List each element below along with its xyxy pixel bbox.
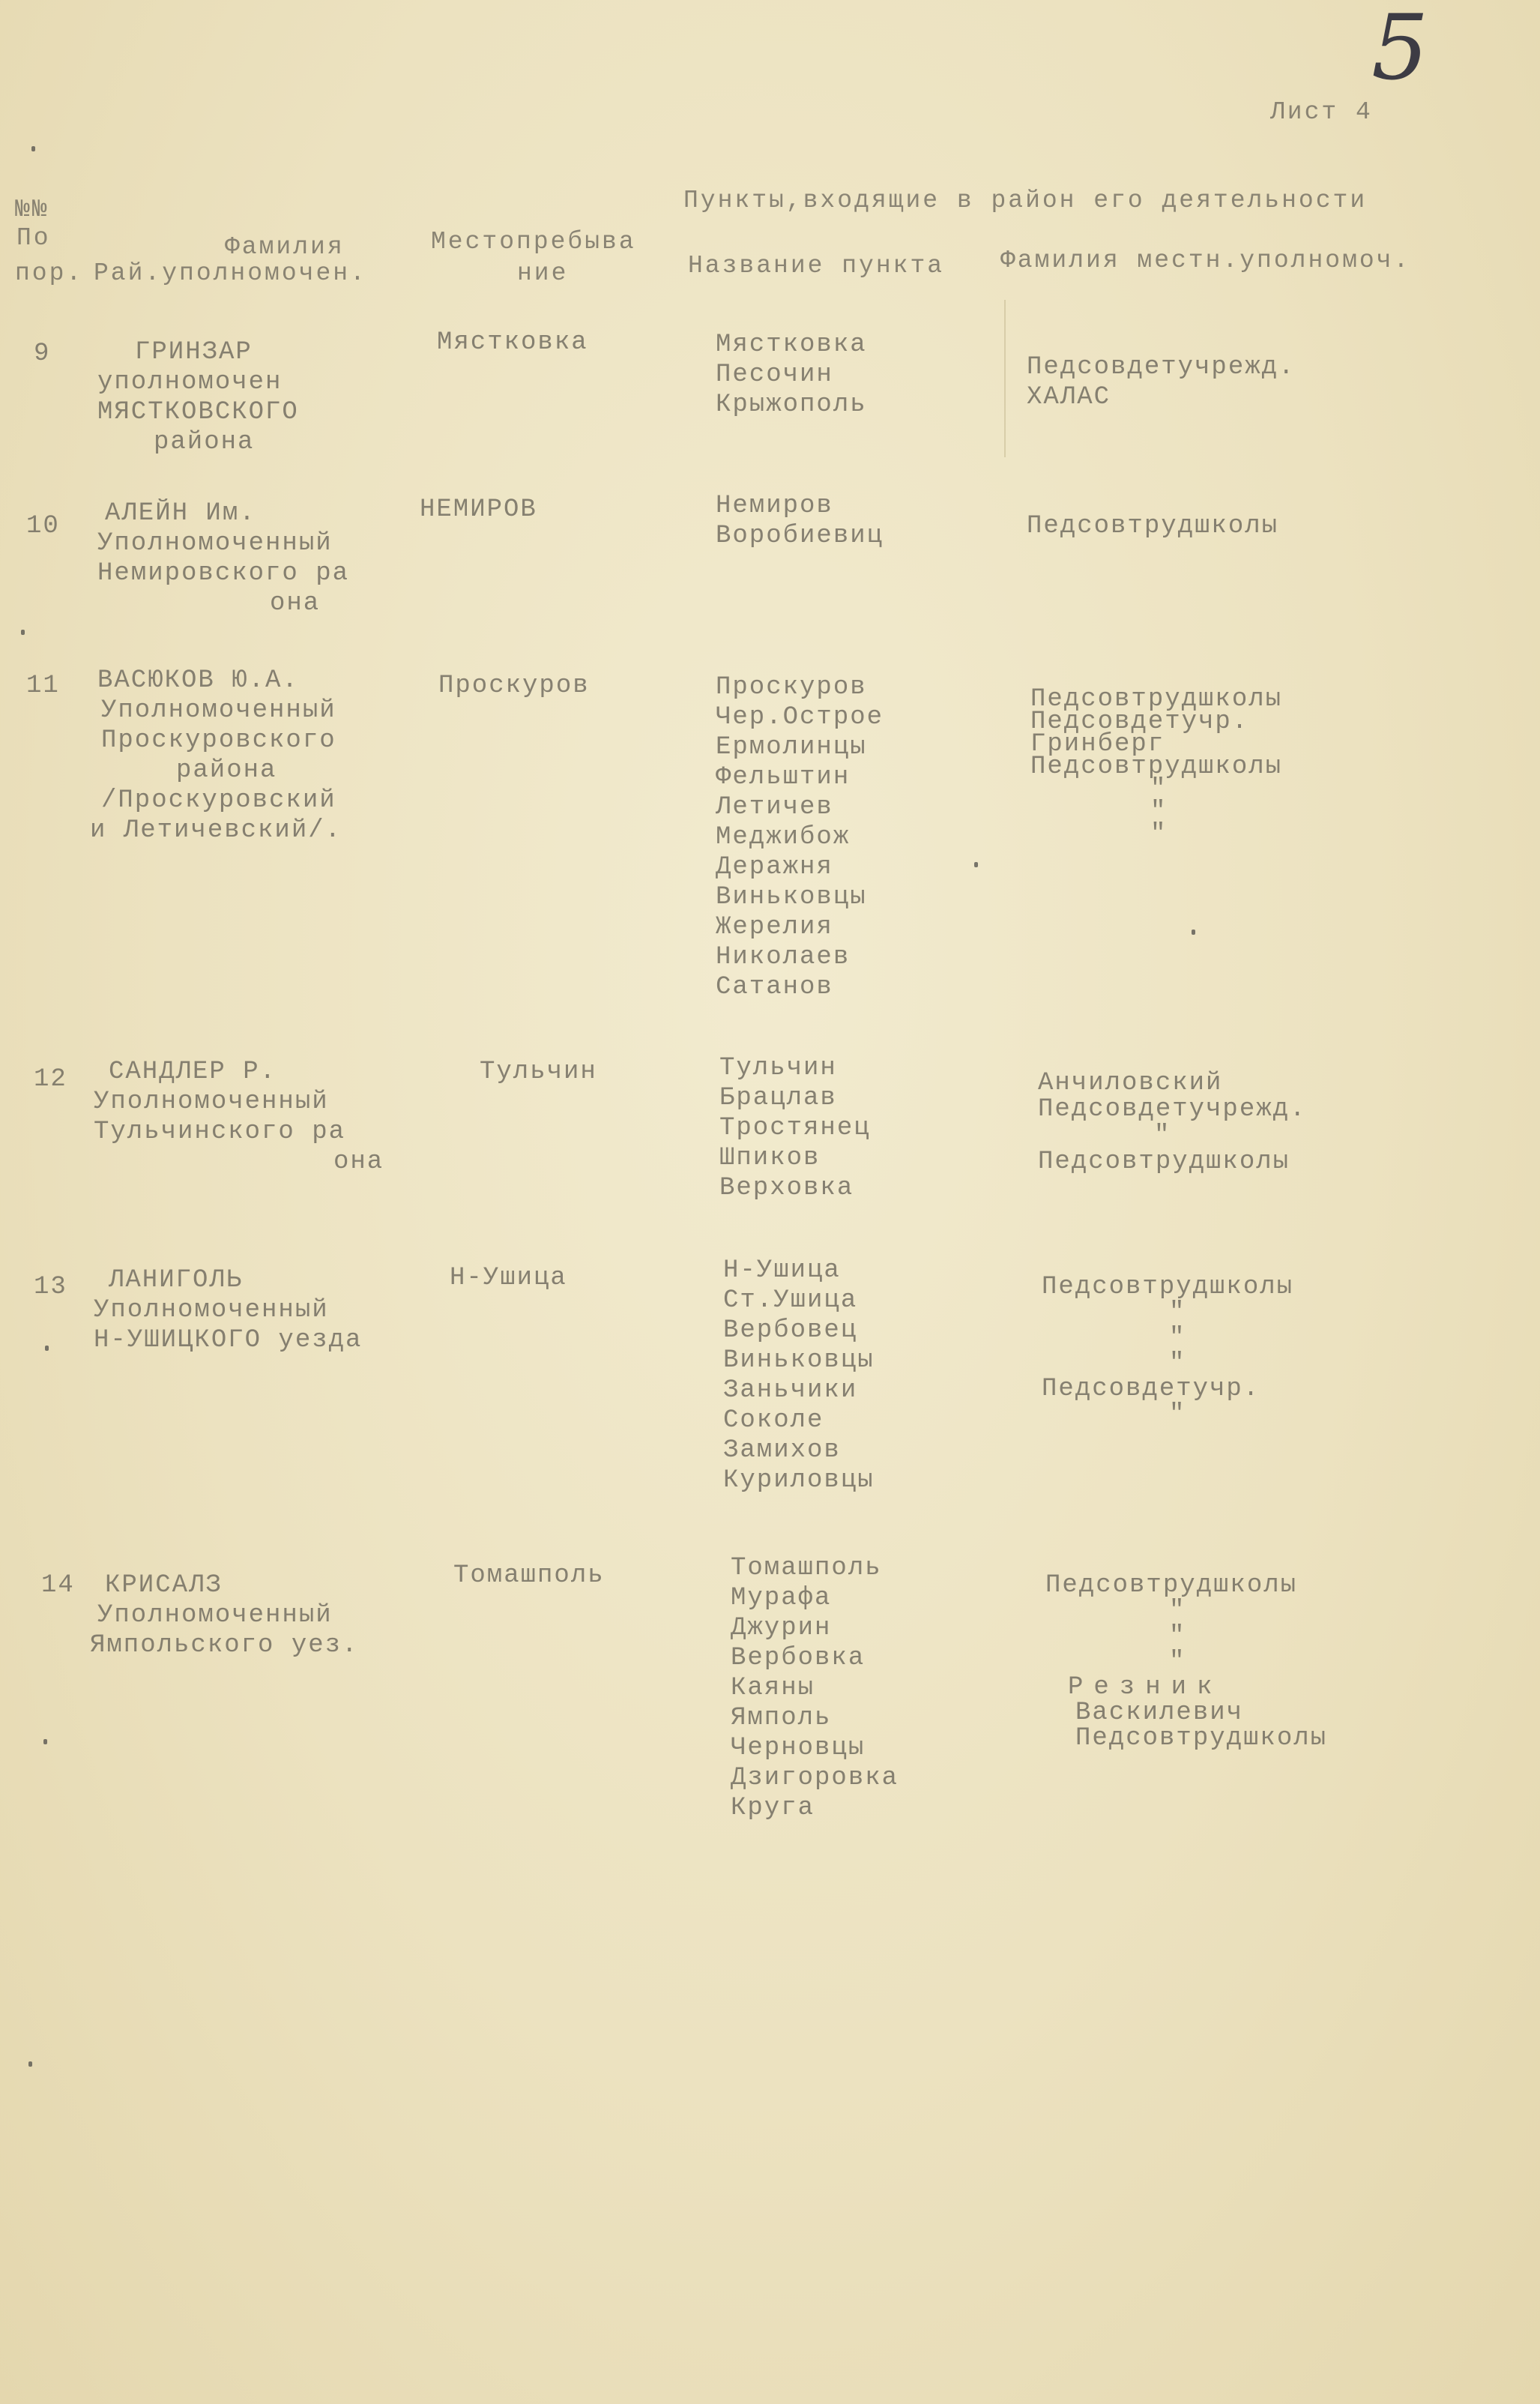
name-line: ВАСЮКОВ Ю.А. [97,666,299,695]
entry-number: 9 [34,340,51,368]
margin-ink-mark [974,862,978,867]
point-item: Мястковка [716,331,867,359]
ditto-mark: " [1150,775,1168,804]
point-item: Виньковцы [716,883,867,912]
entry-number: 13 [34,1273,67,1301]
local-item: Педсовтрудшколы [1030,685,1283,714]
margin-ink-mark [21,630,25,635]
point-item: Заньчики [723,1376,858,1405]
point-item: Шпиков [719,1144,821,1172]
header-place-bottom: ние [517,259,569,287]
entry-local: Педсовтрудшколы [1027,512,1279,540]
point-item: Томашполь [731,1554,882,1582]
entry-place: НЕМИРОВ [420,495,537,524]
ditto-mark: " [1169,1597,1186,1625]
entry-place: Тульчин [480,1058,597,1086]
entry-number: 14 [41,1571,75,1600]
name-line: МЯСТКОВСКОГО [97,398,299,427]
entry-number: 10 [26,512,60,540]
point-item: Фельштин [716,763,851,792]
entry-points [716,672,884,1002]
entry-local [1027,352,1295,412]
header-no-top: №№ [15,196,49,223]
point-item: Крыжополь [716,391,867,419]
local-item: Педсовдетучр. [1042,1375,1260,1403]
entry-points [719,1053,871,1203]
point-item: Ермолинцы [716,733,867,762]
entry-points [716,330,867,420]
margin-ink-mark [31,146,35,151]
name-line: Тульчинского ра [94,1118,346,1146]
local-item: Педсовдетучрежд. [1027,353,1296,382]
entry-name [94,1265,362,1355]
header-local: Фамилия местн.уполномоч. [1000,247,1411,274]
entry-place: Томашполь [453,1561,605,1590]
point-item: Тульчин [719,1054,837,1082]
header-place-top: Местопребыва [431,228,636,256]
name-line: Проскуровского [101,726,336,755]
local-item: Анчиловский [1038,1069,1223,1097]
point-item: Виньковцы [723,1346,875,1375]
ditto-mark: " [1154,1121,1171,1150]
entry-number: 11 [26,672,60,700]
entry-place: Мястковка [437,328,588,357]
header-no: По [16,224,51,252]
entry-local [1042,1274,1293,1427]
name-line: Уполномоченный [97,1601,333,1630]
entry-local [1030,685,1283,849]
name-line: Н-УШИЦКОГО уезда [94,1326,363,1355]
point-item: Замихов [723,1436,841,1465]
point-item: Ст.Ушица [723,1286,858,1315]
name-line: САНДЛЕР Р. [109,1058,277,1086]
entry-name [90,666,342,846]
header-name-bottom: Рай.уполномочен. [94,259,367,287]
ditto-mark: " [1169,1324,1186,1352]
name-line: ГРИНЗАР [135,338,253,367]
point-item: Воробиевиц [716,522,884,550]
local-item: ХАЛАС [1027,383,1111,412]
header-no-bottom: пор. [15,259,84,287]
name-line: /Проскуровский [101,786,336,815]
column-divider [1004,300,1006,457]
header-name-top: Фамилия [225,233,345,261]
entry-place: Н-Ушица [450,1264,567,1292]
header-points-group: Пункты,входящие в район его деятельности [683,187,1368,214]
margin-ink-mark [1192,930,1195,935]
entry-name [97,337,299,457]
entry-name [97,498,349,618]
margin-ink-mark [45,1346,49,1351]
name-line: района [176,756,277,785]
entry-name [82,1570,358,1660]
point-item: Песочин [716,361,833,389]
point-item: Вербовец [723,1316,858,1345]
name-line: она [270,589,321,618]
point-item: Верховка [719,1174,854,1202]
name-line: и Летичевский/. [90,816,342,845]
local-item: Педсовтрудшколы [1075,1724,1328,1753]
name-line: Уполномоченный [101,696,336,725]
point-item: Проскуров [716,673,867,702]
point-item: Сатанов [716,973,833,1001]
local-item: Васкилевич [1075,1699,1244,1727]
ditto-mark: " [1150,820,1168,849]
name-line: Ямпольского уез. [90,1631,359,1660]
ditto-mark: " [1169,1622,1186,1651]
point-item: Ямполь [731,1704,832,1732]
point-item: Летичев [716,793,833,822]
margin-ink-mark [43,1739,47,1744]
local-item: Педсовдетучр. [1030,708,1249,736]
handwritten-page-number: 5 [1371,0,1429,100]
margin-ink-mark [28,2061,32,2067]
entry-points [716,491,884,551]
point-item: Круга [731,1794,815,1822]
point-item: Соколе [723,1406,824,1435]
point-item: Чер.Острое [716,703,884,732]
local-item: Педсовтрудшколы [1030,753,1283,781]
ditto-mark: " [1169,1298,1186,1327]
name-line: ЛАНИГОЛЬ [109,1266,244,1295]
entry-name [94,1057,384,1177]
point-item: Меджибож [716,823,851,852]
entry-place: Проскуров [438,672,590,700]
ditto-mark: " [1169,1349,1186,1378]
name-line: Уполномоченный [94,1296,329,1325]
sheet-label: Лист 4 [1270,98,1373,126]
point-item: Брацлав [719,1084,837,1112]
header-points: Название пункта [688,252,945,280]
ditto-mark: " [1169,1400,1186,1429]
name-line: КРИСАЛЗ [105,1571,223,1600]
name-line: она [333,1148,384,1176]
point-item: Дзигоровка [731,1764,899,1792]
point-item: Николаев [716,943,851,971]
local-item: Педсовтрудшколы [1042,1273,1294,1301]
point-item: Мурафа [731,1584,832,1612]
point-item: Каяны [731,1674,815,1702]
entry-points [723,1256,875,1495]
name-line: Уполномоченный [97,529,333,558]
entry-local [1038,1070,1306,1175]
entry-number: 12 [34,1065,67,1094]
entry-points [731,1553,899,1823]
entry-local [1045,1573,1327,1751]
local-item: Педсовдетучрежд. [1038,1095,1307,1124]
point-item: Куриловцы [723,1466,875,1495]
ditto-mark: " [1150,798,1168,826]
name-line: Уполномоченный [94,1088,329,1116]
point-item: Вербовка [731,1644,866,1672]
point-item: Деражня [716,853,833,882]
name-line: района [154,428,255,457]
point-item: Н-Ушица [723,1256,841,1285]
point-item: Жерелия [716,913,833,942]
point-item: Черновцы [731,1734,866,1762]
name-line: уполномочен [97,368,283,397]
point-item: Немиров [716,492,833,520]
local-item: Резник [1068,1673,1223,1702]
ditto-mark: " [1169,1648,1186,1676]
name-line: Немировского ра [97,559,350,588]
point-item: Джурин [731,1614,832,1642]
local-item: Педсовтрудшколы [1038,1148,1290,1176]
local-item: Педсовтрудшколы [1045,1571,1298,1600]
local-item: Гринберг [1030,730,1165,759]
point-item: Тростянец [719,1114,871,1142]
name-line: АЛЕЙН Им. [105,499,256,528]
